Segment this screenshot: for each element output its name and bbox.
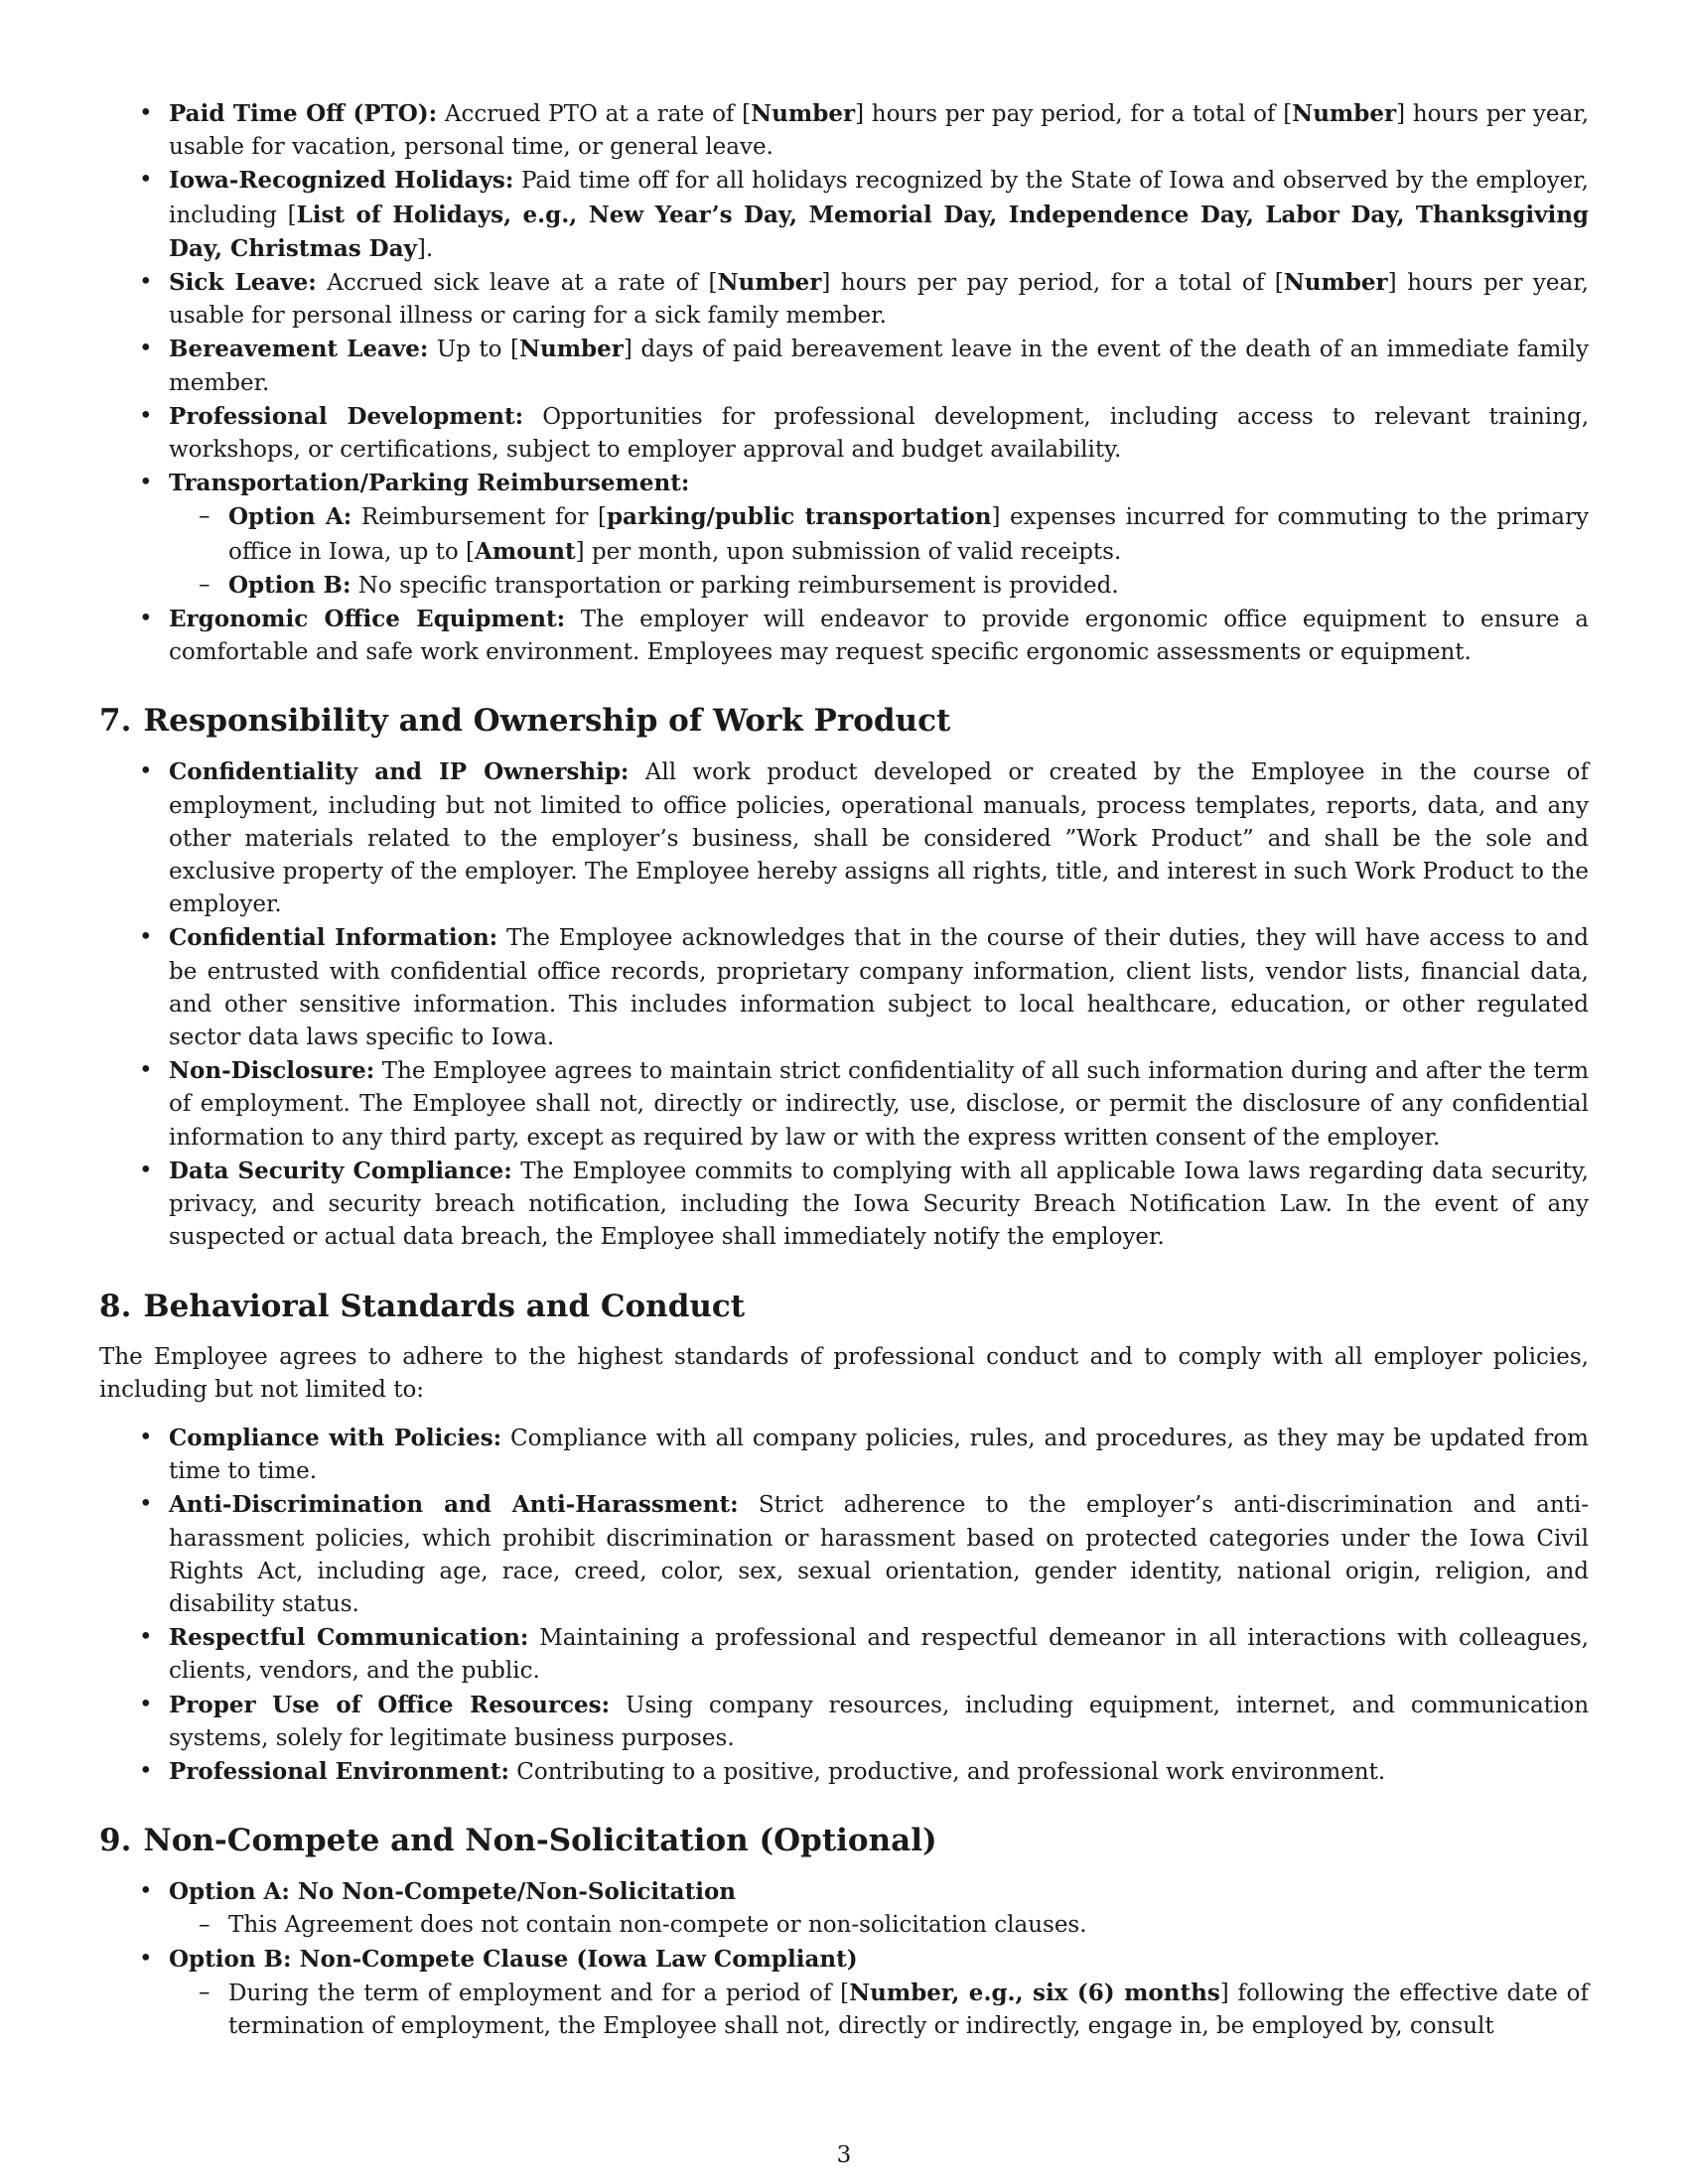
- list-item: • Professional Environment: Contributing to a positive, productive, and professional work environment.: [169, 1755, 1589, 1789]
- document-page: [99, 97, 1589, 2043]
- sublist: [169, 1909, 1589, 1942]
- list-item: • Non-Disclosure: The Employee agrees to maintain strict confidentiality of all such information during and after the term of employment. The Employee shall not, directly or indirectly, use, disclose, or permit the disclosure of any confidential information to any third party, except as required by law or with the express written consent of the employer.: [169, 1054, 1589, 1155]
- sublist-item: – This Agreement does not contain non-compete or non-solicitation clauses.: [228, 1909, 1589, 1942]
- sublist: [169, 500, 1589, 603]
- sublist-item: – Option B: No specific transportation or parking reimbursement is provided.: [228, 569, 1589, 603]
- list-item: • Data Security Compliance: The Employee commits to complying with all applicable Iowa laws regarding data security, privacy, and security breach notification, including the Iowa Security Breach Notification Law. In the event of any suspected or actual data breach, the Employee shall immediately notify the employer.: [169, 1155, 1589, 1255]
- list-item: • Bereavement Leave: Up to [Number] days of paid bereavement leave in the event of the death of an immediate family member.: [169, 333, 1589, 399]
- list-item: • Iowa-Recognized Holidays: Paid time off for all holidays recognized by the State of Iowa and observed by the employer, including [List of Holidays, e.g., New Year’s Day, Memorial Day, Independence Day, Labor Day, Thanksgiving Day, Christmas Day].: [169, 164, 1589, 266]
- section-heading: 8. Behavioral Standards and Conduct: [99, 1288, 746, 1324]
- non-compete-list: [99, 1875, 1589, 2043]
- page-number: 3: [836, 2142, 852, 2168]
- list-item: • Option B: Non-Compete Clause (Iowa Law Compliant) – During the term of employment and for a period of [Number, e.g., six (6) months] following the effective date of termination of employment, the Employee shall not, directly or indirectly, engage in, be employed by, consult: [169, 1943, 1589, 2044]
- list-item: • Sick Leave: Accrued sick leave at a rate of [Number] hours per pay period, for a total of [Number] hours per year, usable for personal illness or caring for a sick family member.: [169, 266, 1589, 333]
- list-item: • Proper Use of Office Resources: Using company resources, including equipment, internet, and communication systems, solely for legitimate business purposes.: [169, 1689, 1589, 1755]
- section-heading: 9. Non-Compete and Non-Solicitation (Optional): [99, 1823, 937, 1859]
- list-item: • Anti-Discrimination and Anti-Harassment: Strict adherence to the employer’s anti-discrimination and anti-harassment policies, which prohibit discrimination or harassment based on protected categories under the Iowa Civil Rights Act, including age, race, creed, color, sex, sexual orientation, gender identity, national origin, religion, and disability status.: [169, 1488, 1589, 1621]
- list-item: • Transportation/Parking Reimbursement: – Option A: Reimbursement for [parking/public transportation] expenses incurred for commuting to the primary office in Iowa, up to [Amount] per month, upon submission of valid receipts. – Option B: No specific transportation or parking reimbursement is provided.: [169, 467, 1589, 603]
- section-intro: The Employee agrees to adhere to the highest standards of professional conduct and to comply with all employer policies, including but not limited to:: [99, 1343, 1589, 1403]
- work-product-list: [99, 755, 1589, 1254]
- list-item: • Paid Time Off (PTO): Accrued PTO at a rate of [Number] hours per pay period, for a total of [Number] hours per year, usable for vacation, personal time, or general leave.: [169, 97, 1589, 164]
- list-item: • Professional Development: Opportunities for professional development, including access to relevant training, workshops, or certifications, subject to employer approval and budget availability.: [169, 400, 1589, 467]
- list-item: • Ergonomic Office Equipment: The employer will endeavor to provide ergonomic office equipment to ensure a comfortable and safe work environment. Employees may request specific ergonomic assessments or equipment.: [169, 603, 1589, 669]
- list-item: • Confidential Information: The Employee acknowledges that in the course of their duties, they will have access to and be entrusted with confidential office records, proprietary company information, client lists, vendor lists, financial data, and other sensitive information. This includes information subject to local healthcare, education, or other regulated sector data laws specific to Iowa.: [169, 921, 1589, 1054]
- sublist-item: – Option A: Reimbursement for [parking/public transportation] expenses incurred for commuting to the primary office in Iowa, up to [Amount] per month, upon submission of valid receipts.: [228, 500, 1589, 568]
- sublist: [169, 1977, 1589, 2043]
- list-item: • Respectful Communication: Maintaining a professional and respectful demeanor in all interactions with colleagues, clients, vendors, and the public.: [169, 1621, 1589, 1688]
- section-heading: 7. Responsibility and Ownership of Work Product: [99, 703, 951, 740]
- benefits-list: [99, 97, 1589, 669]
- list-item: • Option A: No Non-Compete/Non-Solicitation – This Agreement does not contain non-compete or non-solicitation clauses.: [169, 1875, 1589, 1942]
- list-item: • Confidentiality and IP Ownership: All work product developed or created by the Employee in the course of employment, including but not limited to office policies, operational manuals, process templates, reports, data, and any other materials related to the employer’s business, shall be considered ”Work Product” and shall be the sole and exclusive property of the employer. The Employee hereby assigns all rights, title, and interest in such Work Product to the employer.: [169, 755, 1589, 921]
- list-item: • Compliance with Policies: Compliance with all company policies, rules, and procedures, as they may be updated from time to time.: [169, 1422, 1589, 1488]
- conduct-list: [99, 1422, 1589, 1789]
- sublist-item: – During the term of employment and for a period of [Number, e.g., six (6) months] following the effective date of termination of employment, the Employee shall not, directly or indirectly, engage in, be employed by, consult: [228, 1977, 1589, 2043]
